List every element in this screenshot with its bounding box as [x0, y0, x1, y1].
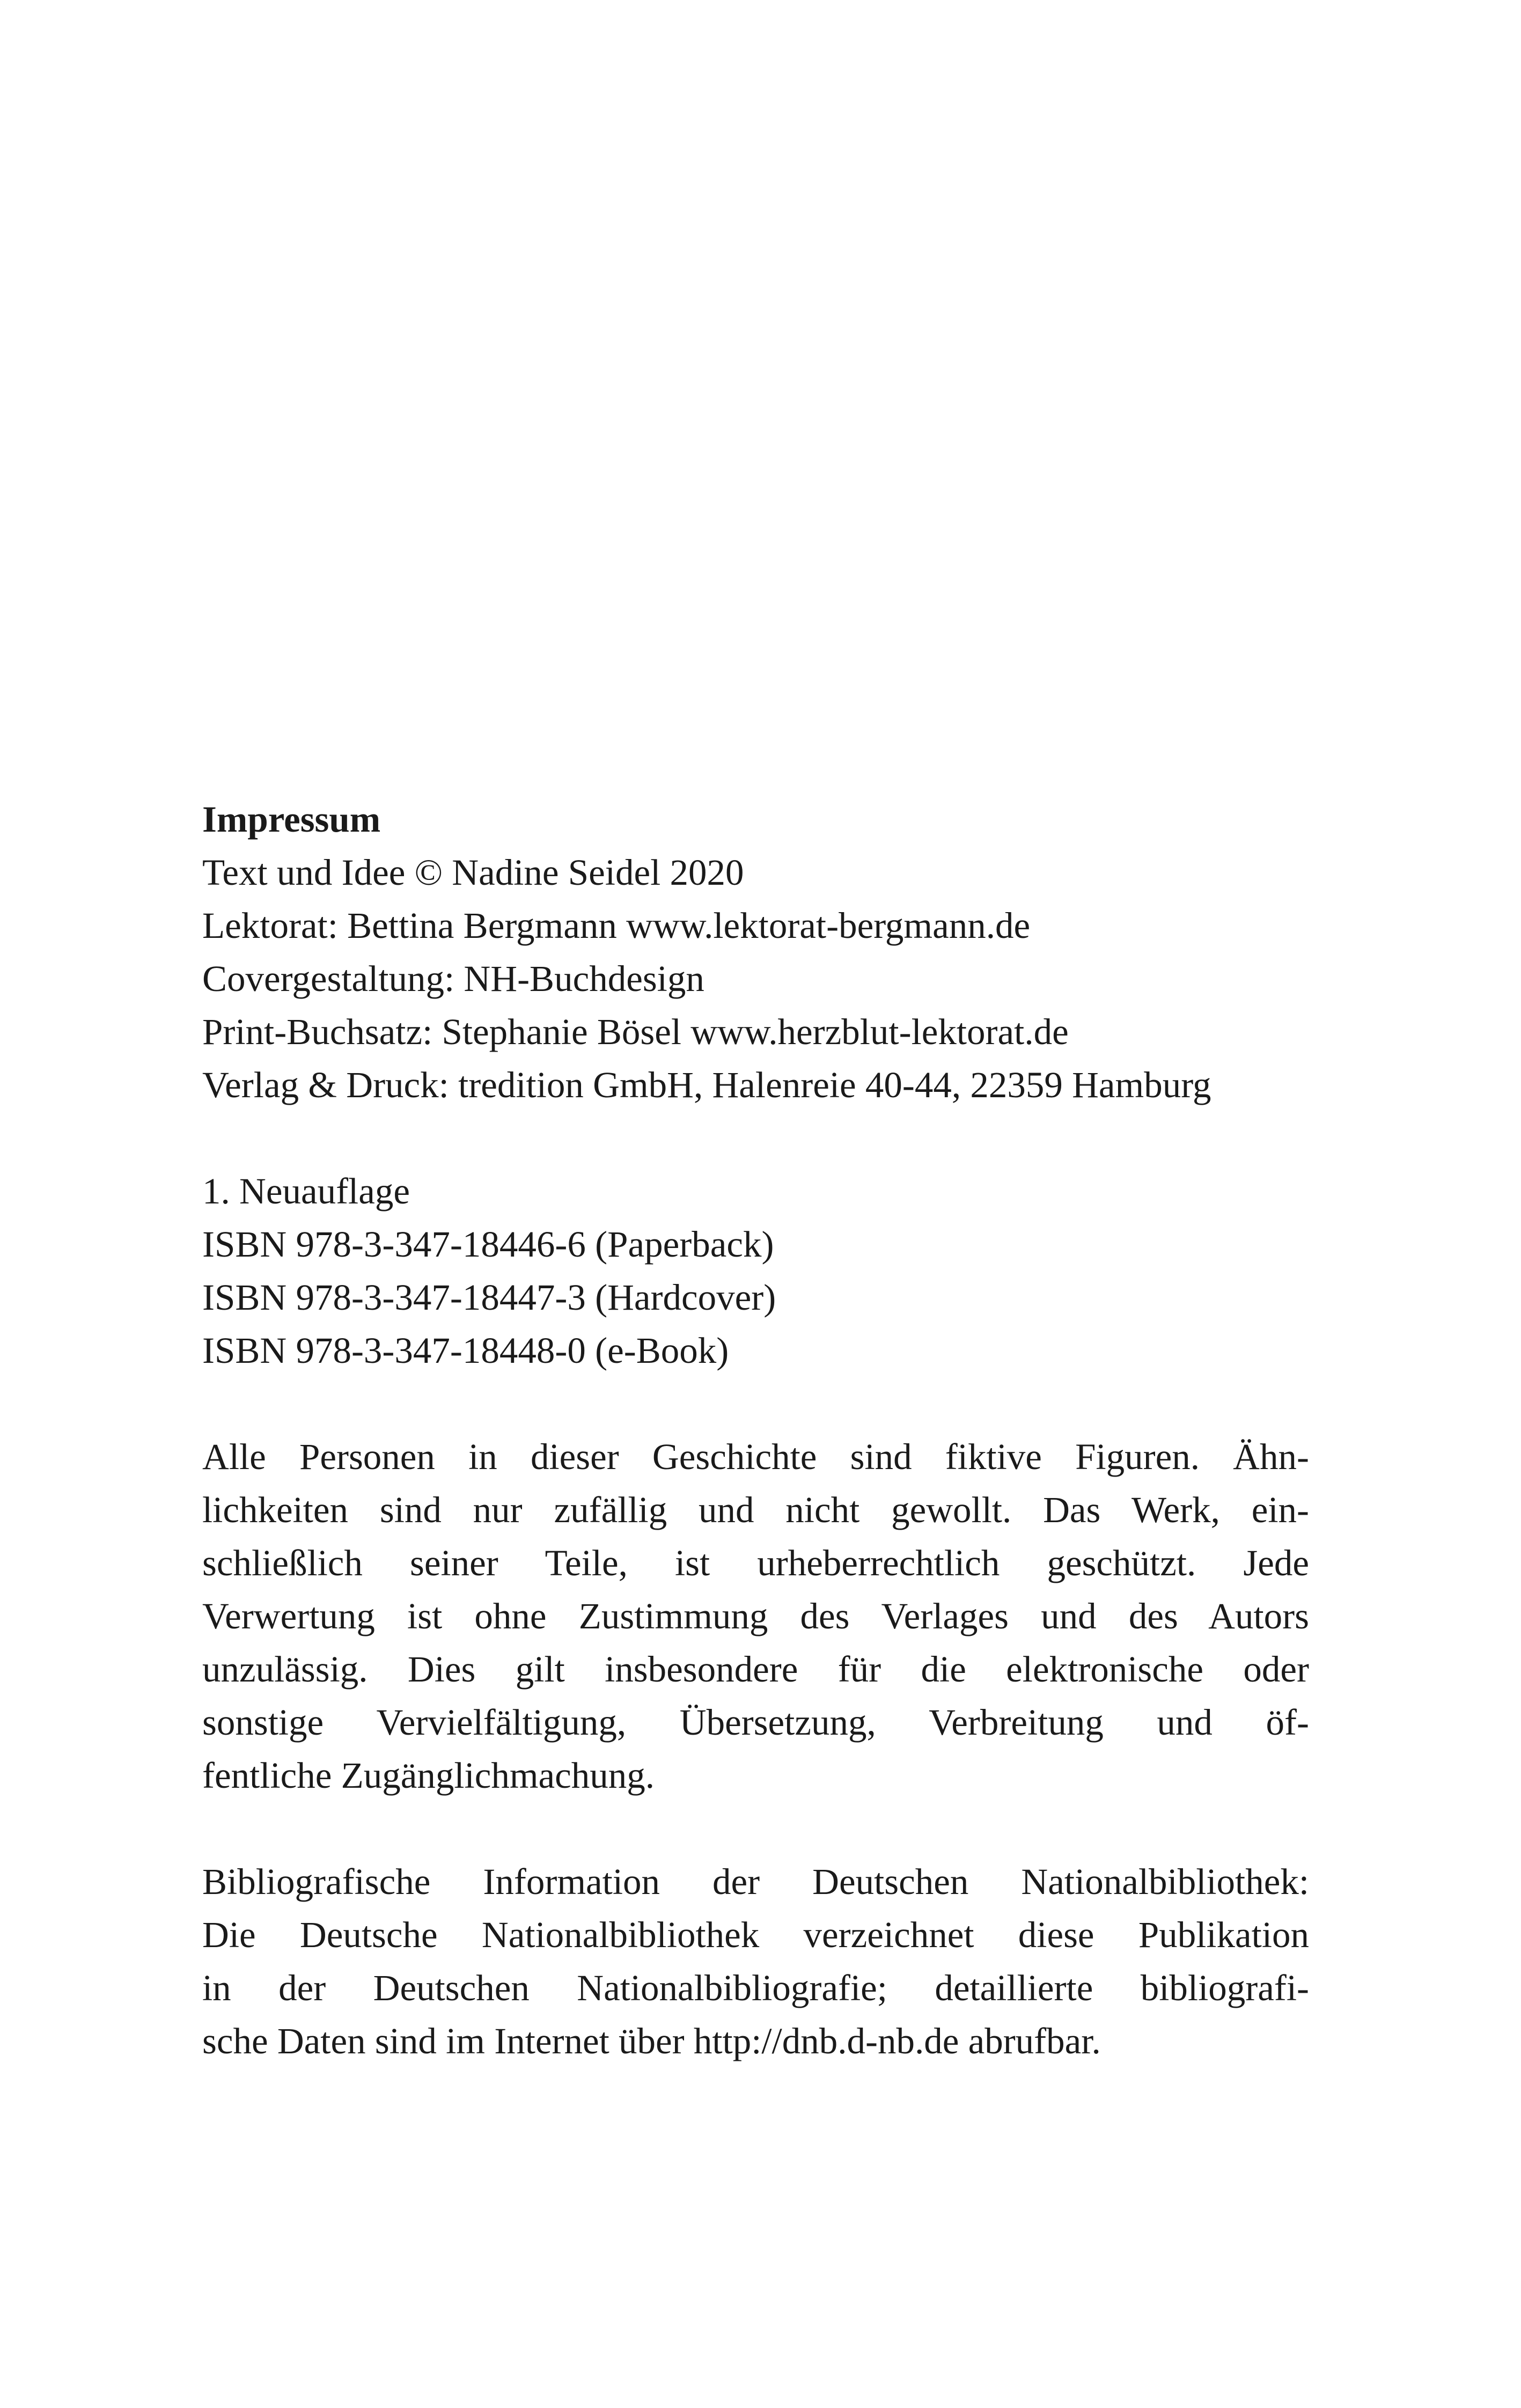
credit-publisher: Verlag & Druck: tredition GmbH, Halenreie 40-44, 22359 Hamburg [202, 1064, 1211, 1105]
isbn-ebook: ISBN 978-3-347-18448-0 (e-Book) [202, 1330, 729, 1371]
disclaimer-line: sonstige Vervielfältigung, Übersetzung, Verbreitung und öf- [202, 1702, 1309, 1743]
bibliographic-line: Die Deutsche Nationalbibliothek verzeichnet diese Publikation [202, 1914, 1309, 1955]
credit-text-idea: Text und Idee © Nadine Seidel 2020 [202, 852, 744, 893]
bibliographic-line: Bibliografische Information der Deutschen Nationalbibliothek: [202, 1861, 1309, 1902]
isbn-paperback: ISBN 978-3-347-18446-6 (Paperback) [202, 1224, 774, 1265]
section-spacer [202, 1377, 1309, 1430]
imprint-heading: Impressum [202, 799, 381, 840]
section-spacer [202, 1112, 1309, 1165]
edition-section [202, 1165, 1309, 1377]
credit-editing: Lektorat: Bettina Bergmann www.lektorat-bergmann.de [202, 905, 1031, 946]
disclaimer-line: fentliche Zugänglichmachung. [202, 1755, 655, 1796]
section-spacer [202, 1802, 1309, 1855]
disclaimer-line: lichkeiten sind nur zufällig und nicht gewollt. Das Werk, ein- [202, 1489, 1309, 1530]
disclaimer-section [202, 1430, 1309, 1802]
bibliographic-line: sche Daten sind im Internet über http://dnb.d-nb.de abrufbar. [202, 2021, 1101, 2061]
imprint-block [202, 793, 1309, 2068]
bibliographic-section [202, 1855, 1309, 2068]
credit-cover: Covergestaltung: NH-Buchdesign [202, 958, 704, 999]
disclaimer-line: Alle Personen in dieser Geschichte sind fiktive Figuren. Ähn- [202, 1436, 1309, 1477]
bibliographic-line: in der Deutschen Nationalbibliografie; detaillierte bibliografi- [202, 1967, 1309, 2008]
credit-typesetting: Print-Buchsatz: Stephanie Bösel www.herzblut-lektorat.de [202, 1011, 1069, 1052]
imprint-section [202, 793, 1309, 1112]
isbn-hardcover: ISBN 978-3-347-18447-3 (Hardcover) [202, 1277, 776, 1318]
disclaimer-line: schließlich seiner Teile, ist urheberrechtlich geschützt. Jede [202, 1543, 1309, 1583]
disclaimer-line: unzulässig. Dies gilt insbesondere für die elektronische oder [202, 1649, 1309, 1690]
edition-note: 1. Neuauflage [202, 1171, 410, 1212]
disclaimer-line: Verwertung ist ohne Zustimmung des Verlages und des Autors [202, 1596, 1309, 1636]
